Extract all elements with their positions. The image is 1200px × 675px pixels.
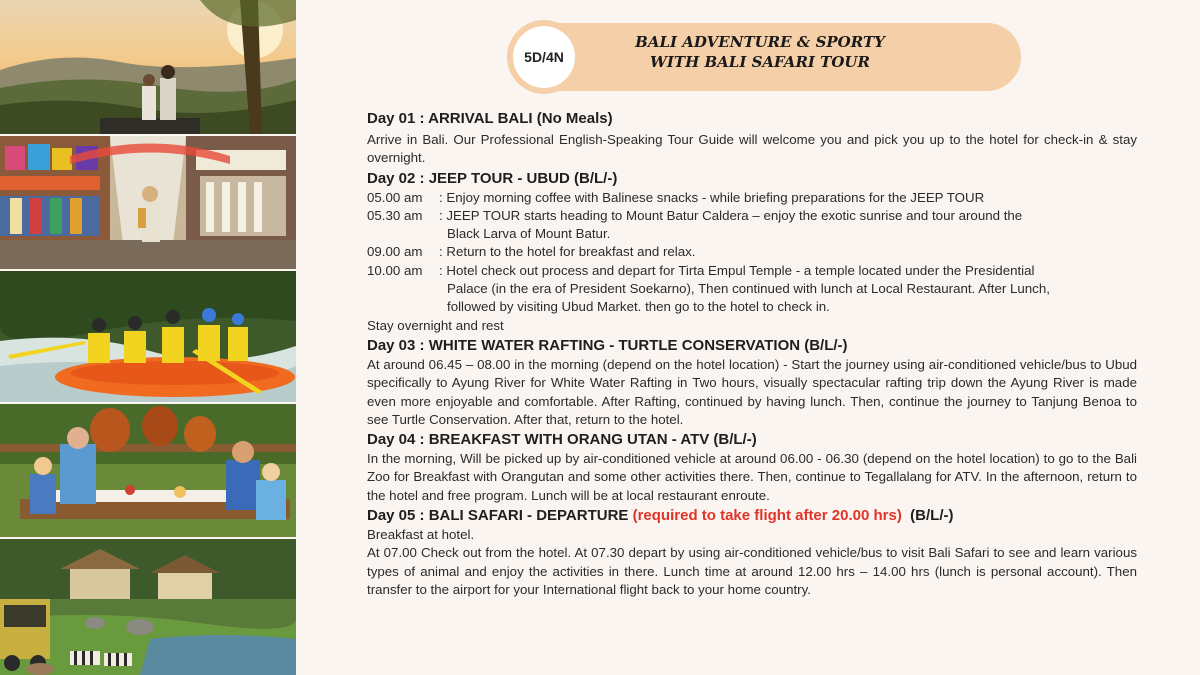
day-01-title: Day 01 : ARRIVAL BALI (No Meals)	[367, 110, 613, 127]
ubud-market-photo	[0, 136, 296, 269]
day-03-text: At around 06.45 – 08.00 in the morning (depend on the hotel location) - Start the journey using air-conditioned vehicle/bus to Ubud specifically to Ayung River for White Water Rafting in Two hours, visually spectacular rafting trip down the Ayung River is made even more enjoyable and comfortable. After Rafting, continued by having lunch. Then, continue the journey to Tanjung Benoa to see Turtle Conservation. After that, return to the hotel.	[367, 356, 1137, 427]
schedule-desc-line: followed by visiting Ubud Market. then go to the hotel to check in.	[447, 299, 830, 315]
day-05-title	[367, 505, 1137, 526]
itinerary	[367, 108, 1137, 599]
day-04-text: In the morning, Will be picked up by air-conditioned vehicle at around 06.00 - 06.30 (depend on the hotel location) to go to the Bali Zoo for Breakfast with Orangutan and some other activities there. Then, continue to Tegallalang for ATV. In the afternoon, return to the hotel and free program. Lunch will be at local restaurant enroute.	[367, 451, 1137, 503]
schedule-desc	[439, 207, 1137, 244]
day-05-line1: Breakfast at hotel.	[367, 527, 475, 543]
tour-title-line2: WITH BALI SAFARI TOUR	[650, 53, 870, 71]
schedule-time: 09.00 am	[367, 244, 423, 260]
schedule-time: 05.30 am	[367, 207, 423, 223]
schedule-desc	[439, 262, 1137, 317]
schedule-desc-line: : Hotel check out process and depart for Tirta Empul Temple - a temple located under the Presidential	[439, 262, 1035, 278]
jeep-sunrise-photo	[0, 0, 296, 134]
schedule-desc: : Return to the hotel for breakfast and relax.	[439, 244, 696, 260]
duration-badge	[513, 26, 575, 88]
schedule-item	[367, 243, 1137, 261]
day-05-title-main: Day 05 : BALI SAFARI - DEPARTURE	[367, 507, 633, 525]
tour-title-line1: BALI ADVENTURE & SPORTY	[635, 33, 885, 51]
rafting-photo	[0, 271, 296, 402]
day-04-title: Day 04 : BREAKFAST WITH ORANG UTAN - ATV (B/L/-)	[367, 431, 757, 449]
schedule-item	[367, 189, 1137, 207]
tour-title	[600, 32, 920, 72]
schedule-desc: : Enjoy morning coffee with Balinese snacks - while briefing preparations for the JEEP TOUR	[439, 189, 985, 205]
day-01-text: Arrive in Bali. Our Professional English-Speaking Tour Guide will welcome you and pick you up to the hotel for check-in & stay overnight.	[367, 132, 1137, 166]
duration-badge-label: 5D/4N	[524, 49, 564, 65]
photo-column	[0, 0, 296, 675]
day-02-footer: Stay overnight and rest	[367, 317, 504, 333]
day-05-meals: (B/L/-)	[901, 507, 954, 525]
schedule-item	[367, 207, 1137, 244]
schedule-desc-line: : JEEP TOUR starts heading to Mount Batur Caldera – enjoy the exotic sunrise and tour around the	[439, 207, 1023, 223]
schedule-desc-line: Black Larva of Mount Batur.	[447, 226, 611, 242]
day-02-title: Day 02 : JEEP TOUR - UBUD (B/L/-)	[367, 169, 618, 187]
orangutan-breakfast-photo	[0, 404, 296, 537]
bali-safari-photo	[0, 539, 296, 675]
schedule-time: 05.00 am	[367, 189, 423, 205]
schedule-item	[367, 262, 1137, 317]
schedule-time: 10.00 am	[367, 262, 423, 278]
day-05-text: At 07.00 Check out from the hotel. At 07.30 depart by using air-conditioned vehicle/bus to visit Bali Safari to see and learn various types of animal and enjoy the activities in there. Lunch time at around 12.00 hrs – 14.00 hrs (lunch is personal account). Then transfer to the airport for your International flight back to your home country.	[367, 545, 1137, 597]
schedule-desc-line: Palace (in the era of President Soekarno), Then continued with lunch at Local Restaurant. After Lunch,	[447, 281, 1050, 297]
day-05-flight-note: (required to take flight after 20.00 hrs)	[632, 507, 902, 525]
day-03-title: Day 03 : WHITE WATER RAFTING - TURTLE CONSERVATION (B/L/-)	[367, 336, 848, 354]
